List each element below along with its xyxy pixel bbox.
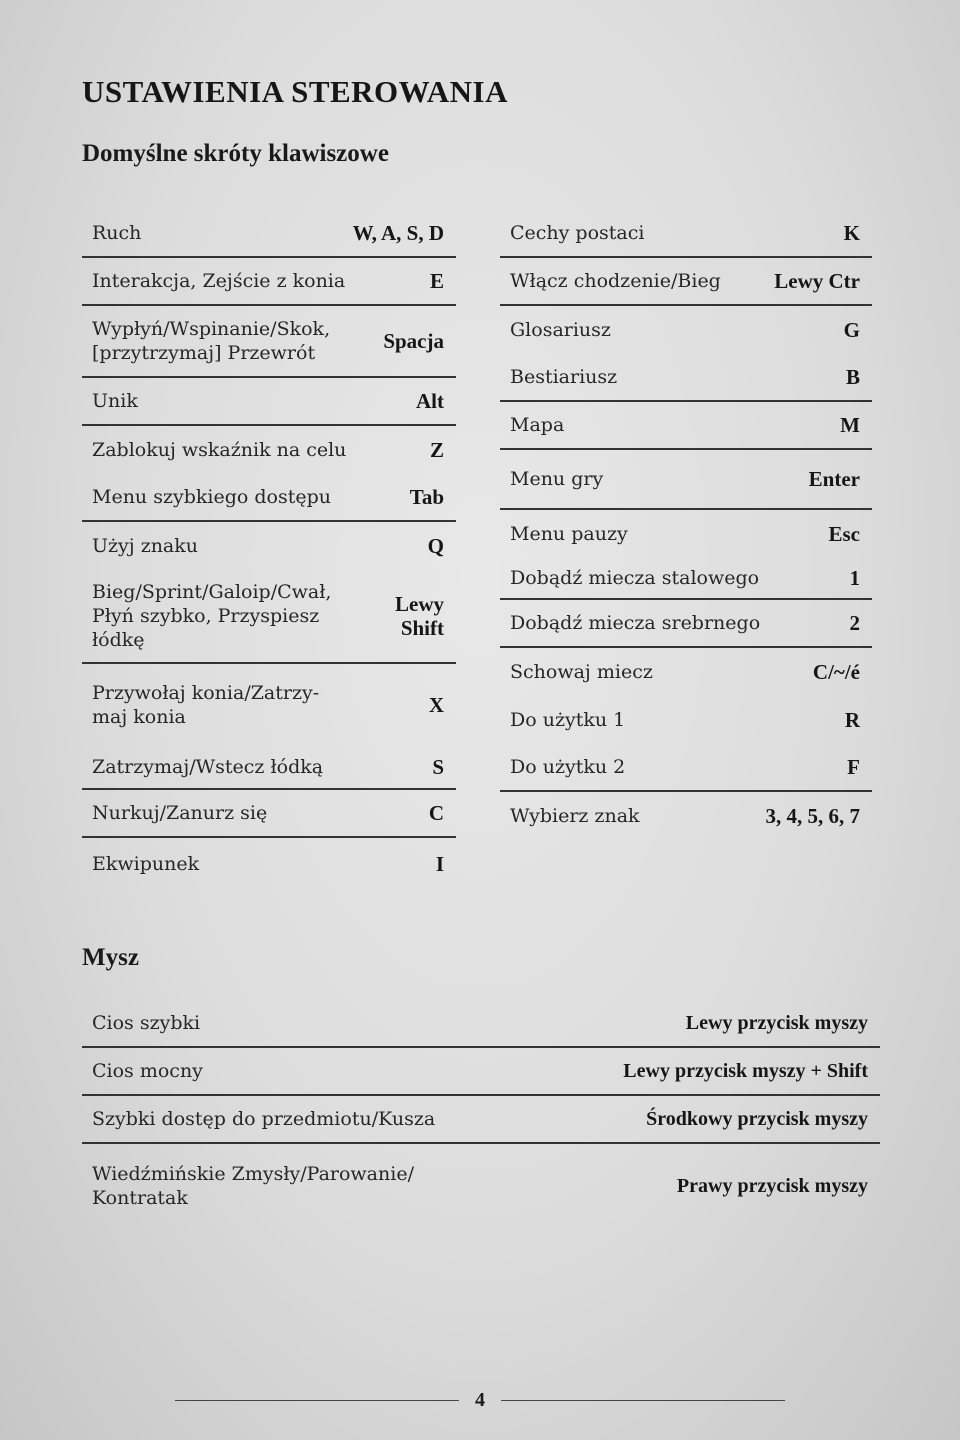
key-label: Prawy przycisk myszy — [676, 1175, 868, 1197]
action-label: Bieg/Sprint/Galoip/Cwał, Płyń szybko, Przyspiesz łódkę — [92, 581, 332, 651]
key-label: Lewy Ctr — [774, 269, 860, 293]
action-label: Menu pauzy — [510, 523, 628, 545]
key-label: G — [843, 318, 860, 342]
key-label: K — [843, 221, 860, 245]
table-row — [82, 306, 456, 378]
table-row — [82, 570, 456, 664]
action-label: Do użytku 1 — [510, 709, 626, 731]
table-row — [82, 258, 456, 306]
table-row — [500, 558, 872, 600]
key-label: Spacja — [383, 329, 444, 353]
key-label: Z — [429, 438, 444, 462]
table-row — [82, 1096, 880, 1144]
action-label: Nurkuj/Zanurz się — [92, 802, 268, 824]
action-label: Interakcja, Zejście z konia — [92, 270, 346, 292]
table-row — [82, 522, 456, 570]
key-label: C/~/é — [812, 660, 860, 684]
action-label: Schowaj miecz — [510, 661, 653, 683]
key-label: Lewy przycisk myszy + Shift — [623, 1060, 868, 1082]
action-label: Do użytku 2 — [510, 756, 626, 778]
key-label: X — [428, 693, 444, 717]
page-title: USTAWIENIA STEROWANIA — [82, 74, 508, 109]
key-label: R — [844, 708, 860, 732]
key-label: I — [435, 852, 444, 876]
table-row — [82, 664, 456, 746]
table-row — [82, 426, 456, 474]
table-row — [82, 838, 456, 890]
action-label: Wybierz znak — [510, 805, 640, 827]
action-label: Dobądź miecza stalowego — [510, 567, 760, 589]
footer-rule-right — [501, 1400, 785, 1401]
table-row — [500, 306, 872, 354]
table-row — [82, 746, 456, 790]
key-label: Alt — [416, 389, 444, 413]
action-label: Dobądź miecza srebrnego — [510, 612, 761, 634]
table-row — [82, 1048, 880, 1096]
key-label: W, A, S, D — [352, 221, 444, 245]
table-row — [500, 600, 872, 648]
key-label: F — [847, 755, 860, 779]
table-row — [500, 696, 872, 744]
action-label: Cechy postaci — [510, 222, 645, 244]
key-label: Esc — [828, 522, 860, 546]
table-row — [500, 210, 872, 258]
table-row — [500, 510, 872, 558]
action-label: Użyj znaku — [92, 535, 199, 557]
page-number: 4 — [475, 1388, 485, 1411]
table-row — [500, 450, 872, 510]
key-label: 3, 4, 5, 6, 7 — [765, 804, 860, 828]
table-row — [82, 474, 456, 522]
key-label: 2 — [849, 611, 860, 635]
key-label: 1 — [849, 566, 860, 590]
action-label: Cios szybki — [92, 1012, 201, 1034]
action-label: Ruch — [92, 222, 142, 244]
table-row — [82, 210, 456, 258]
mouse-table — [82, 1000, 880, 1228]
action-label: Menu szybkiego dostępu — [92, 486, 331, 508]
key-label: Q — [427, 534, 444, 558]
action-label: Szybki dostęp do przedmiotu/Kusza — [92, 1108, 436, 1130]
table-row — [500, 402, 872, 450]
table-row — [82, 1000, 880, 1048]
key-label: Tab — [409, 485, 444, 509]
table-row — [500, 792, 872, 840]
table-row — [82, 790, 456, 838]
keyboard-table-right — [500, 210, 872, 840]
key-label: Lewy przycisk myszy — [685, 1012, 868, 1034]
key-label: Enter — [808, 467, 860, 491]
mouse-heading: Mysz — [82, 944, 139, 971]
action-label: Ekwipunek — [92, 853, 200, 875]
action-label: Włącz chodzenie/Bieg — [510, 270, 721, 292]
action-label: Wiedźmińskie Zmysły/Parowanie/ Kontratak — [92, 1163, 414, 1209]
table-row — [500, 744, 872, 792]
table-row — [82, 1144, 880, 1228]
key-label: Środkowy przycisk myszy — [646, 1108, 868, 1130]
action-label: Zatrzymaj/Wstecz łódką — [92, 756, 324, 778]
page-footer — [175, 1388, 785, 1412]
action-label: Menu gry — [510, 468, 604, 490]
keyboard-heading: Domyślne skróty klawiszowe — [82, 140, 389, 167]
table-row — [500, 648, 872, 696]
action-label: Bestiariusz — [510, 366, 618, 388]
key-label: C — [428, 801, 444, 825]
action-label: Cios mocny — [92, 1060, 203, 1082]
footer-rule-left — [175, 1400, 459, 1401]
action-label: Unik — [92, 390, 138, 412]
action-label: Glosariusz — [510, 319, 611, 341]
action-label: Przywołaj konia/Zatrzy- maj konia — [92, 682, 320, 728]
action-label: Zablokuj wskaźnik na celu — [92, 439, 347, 461]
table-row — [500, 258, 872, 306]
key-label: S — [432, 755, 444, 779]
key-label: B — [845, 365, 860, 389]
action-label: Mapa — [510, 414, 565, 436]
key-label: M — [840, 413, 860, 437]
keyboard-table-left — [82, 210, 456, 890]
action-label: Wypłyń/Wspinanie/Skok, [przytrzymaj] Przewrót — [92, 318, 331, 364]
key-label: Lewy Shift — [395, 592, 444, 640]
table-row — [500, 354, 872, 402]
key-label: E — [429, 269, 444, 293]
table-row — [82, 378, 456, 426]
